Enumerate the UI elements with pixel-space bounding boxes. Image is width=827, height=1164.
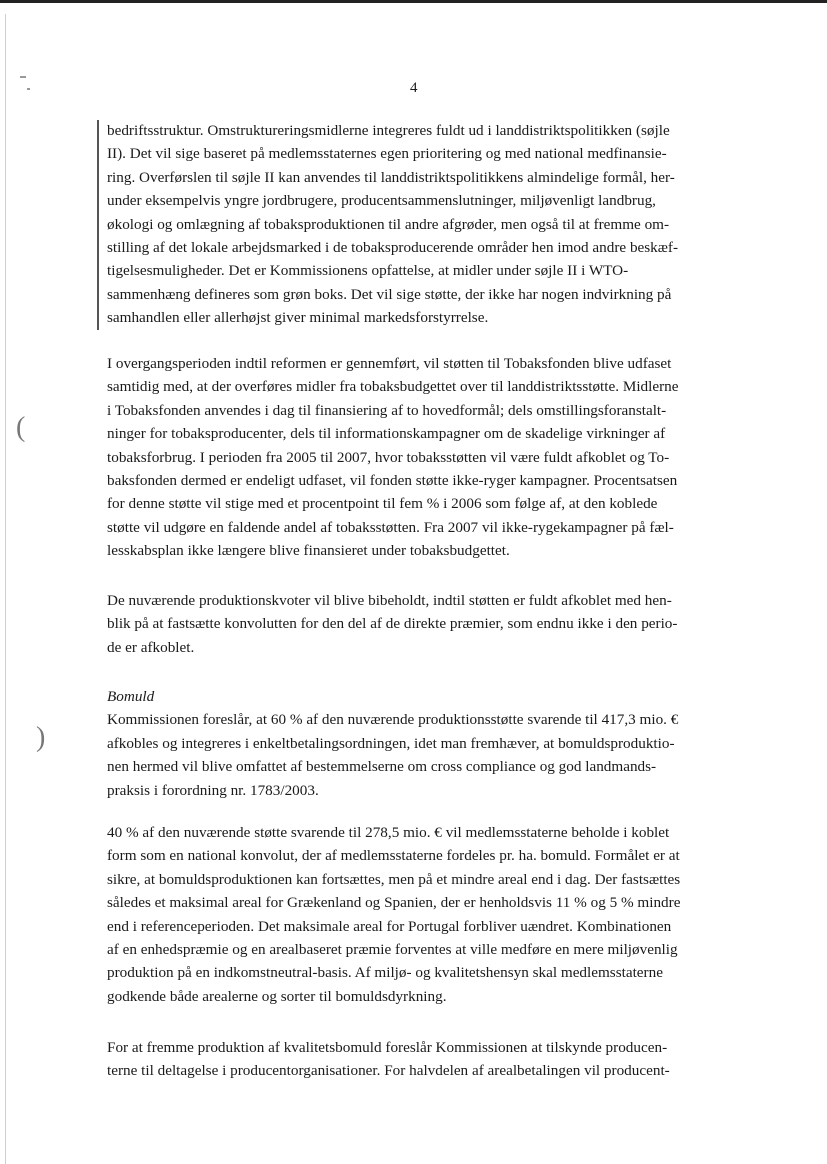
section-bomuld (107, 685, 735, 802)
text-line: nen hermed vil blive omfattet af bestemmelserne om cross compliance og god landmands- (107, 758, 657, 776)
scan-mark (20, 76, 26, 78)
text-line: stilling af det lokale arbejdsmarked i de tobaksproducerende områder hen imod andre beskæf- (107, 239, 679, 257)
text-line: baksfonden dermed er endeligt udfaset, vil fonden støtte ikke-ryger kampagner. Procentsatsen (107, 472, 678, 490)
paragraph (107, 1036, 735, 1083)
left-scan-edge (5, 14, 6, 1164)
text-line: således et maksimal areal for Grækenland og Spanien, der er henholdsvis 11 % og 5 % mindre (107, 894, 681, 912)
text-line: de er afkoblet. (107, 638, 195, 656)
text-line: af en enhedspræmie og en arealbaseret præmie forventes at ville medføre en mere miljøvenlig (107, 941, 678, 959)
text-line: økologi og omlægning af tobaksproduktionen til andre afgrøder, men også til at fremme om- (107, 215, 670, 233)
section-heading: Bomuld (107, 688, 155, 705)
text-line: II). Det vil sige baseret på medlemsstaternes egen prioritering og med national medfinansie- (107, 145, 667, 163)
paragraph (107, 352, 735, 563)
punch-hole-mark: ( (16, 412, 26, 443)
page-number: 4 (410, 80, 418, 96)
text-line: lesskabsplan ikke længere blive finansieret under tobaksbudgettet. (107, 542, 510, 560)
text-line: samhandlen eller allerhøjst giver minimal markedsforstyrrelse. (107, 309, 489, 327)
text-line: Kommissionen foreslår, at 60 % af den nuværende produktionsstøtte svarende til 417,3 mio. € (107, 711, 679, 729)
text-line: bedriftsstruktur. Omstruktureringsmidlerne integreres fuldt ud i landdistriktspolitikken (søjle (107, 122, 670, 139)
text-line: De nuværende produktionskvoter vil blive bibeholdt, indtil støtten er fuldt afkoblet med hen- (107, 592, 672, 609)
text-line: sammenhæng defineres som grøn boks. Det vil sige støtte, der ikke har nogen indvirkning på (107, 285, 672, 303)
text-line: 40 % af den nuværende støtte svarende til 278,5 mio. € vil medlemsstaterne beholde i koblet (107, 824, 670, 841)
text-line: støtte vil udgøre en faldende andel af tobaksstøtten. Fra 2007 vil ikke-rygekampagner på fæl- (107, 518, 674, 536)
text-line: tobaksforbrug. I perioden fra 2005 til 2007, hvor tobaksstøtten vil være fuldt afkoblet og To- (107, 448, 670, 466)
text-line: afkobles og integreres i enkeltbetalingsordningen, idet man fremhæver, at bomuldsproduktio- (107, 734, 675, 752)
text-line: I overgangsperioden indtil reformen er gennemført, vil støtten til Tobaksfonden blive udfaset (107, 355, 672, 372)
text-line: form som en national konvolut, der af medlemsstaterne fordeles pr. ha. bomuld. Formålet er at (107, 847, 680, 865)
text-line: end i referenceperioden. Det maksimale areal for Portugal forbliver uændret. Kombinationen (107, 917, 672, 935)
text-line: praksis i forordning nr. 1783/2003. (107, 781, 319, 799)
text-line: under eksempelvis yngre jordbrugere, producentsammenslutninger, miljøvenligt landbrug, (107, 192, 656, 210)
text-line: for denne støtte vil stige med et procentpoint til fem % i 2006 som følge af, at den koblede (107, 495, 658, 513)
text-line: produktion på en indkomstneutral-basis. Af miljø- og kvalitetshensyn skal medlemsstaterne (107, 964, 663, 982)
scan-mark (27, 88, 30, 90)
text-line: terne til deltagelse i producentorganisationer. For halvdelen af arealbetalingen vil producent- (107, 1062, 670, 1080)
text-line: ninger for tobaksproducenter, dels til informationskampagner om de skadelige virkninger af (107, 425, 666, 443)
paragraph (107, 119, 735, 330)
text-line: blik på at fastsætte konvolutten for den del af de direkte præmier, som endnu ikke i den perio- (107, 615, 678, 633)
text-line: samtidig med, at der overføres midler fra tobaksbudgettet over til landdistriktsstøtte. Midlerne (107, 378, 679, 396)
top-scan-edge (0, 0, 827, 3)
paragraph (107, 589, 735, 659)
text-line: i Tobaksfonden anvendes i dag til finansiering af to hovedformål; dels omstillingsforanstalt- (107, 401, 667, 419)
text-line: godkende både arealerne og sorter til bomuldsdyrkning. (107, 987, 447, 1005)
text-line: sikre, at bomuldsproduktionen kan fortsættes, men på et mindre areal end i dag. Der fastsættes (107, 870, 681, 888)
text-line: For at fremme produktion af kvalitetsbomuld foreslår Kommissionen at tilskynde producen- (107, 1039, 668, 1056)
text-line: ring. Overførslen til søjle II kan anvendes til landdistriktspolitikkens almindelige formål, her- (107, 168, 675, 186)
punch-hole-mark: ) (36, 722, 46, 753)
text-line: tigelsesmuligheder. Det er Kommissionens opfattelse, at midler under søjle II i WTO- (107, 262, 629, 280)
margin-change-bar (97, 120, 99, 330)
paragraph (107, 821, 735, 1008)
